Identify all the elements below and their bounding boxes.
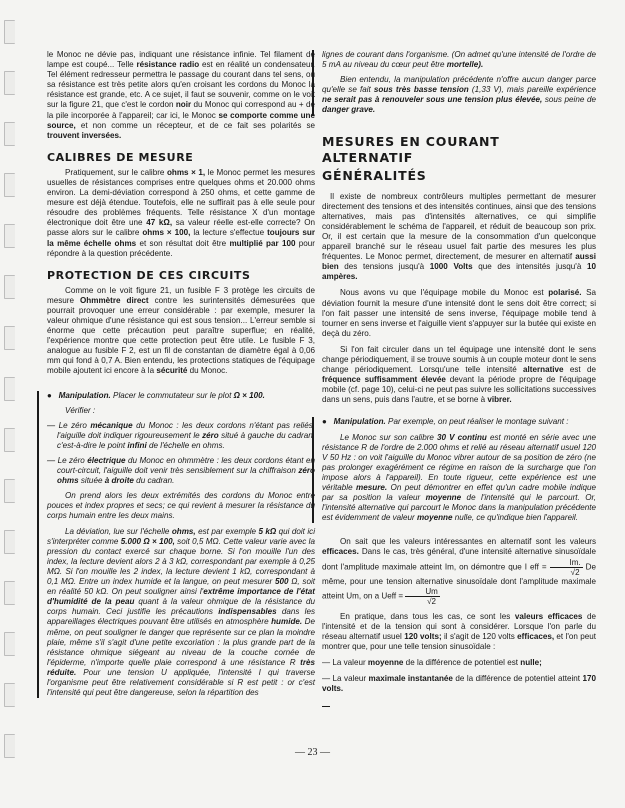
- manipulation-line: ● Manipulation. Placer le commutateur sur le plot Ω × 100.: [47, 390, 265, 400]
- manipulation-line: ● Manipulation. Par exemple, on peut réaliser le montage suivant :: [322, 417, 569, 427]
- paragraph-protection: Comme on le voit figure 21, un fusible F 3 protège les circuits de mesure Ohmmètre direct contre les surintensités démesurées que pourrait provoquer une erreur considérable : par exemple, mesurer la valeur ohmique d'une résistance qui est sous tension... L'erreur semble si énorme que cette précaution peut paraître superflue; en réalité, l'expérience montre que cette protection peut être utile. Le fusible F 3, analogue au fusible F 2, est un fil de constantan de diamètre égal à 0,06 mm qui fond à 0,7 A. Bien entendu, les protections statiques de l'équipage mobile ajoutent ici encore à la sécurité du Monoc.: [47, 285, 315, 376]
- paragraph-deviation: La déviation, lue sur l'échelle ohms, est par exemple 5 kΩ qui doit ici s'interpréter comme 5.000 Ω × 100, soit 0,5 MΩ. Cette valeur varie avec la pression du contact exercé sur chaque borne. Si l'on mouille l'un des index, la lecture devient alors 2 à 3 kΩ, correspondant par exemple à 0,25 MΩ. Si l'on mouille les 2 index, la lecture devient 1 kΩ, correspondant à 0,1 MΩ. Entre un index humide et la langue, on peut mesurer 500 Ω, soit en réalité 50 kΩ. On peut souligner ainsi l'extrême importance de l'état d'humidité de la peau quant à la valeur ohmique de la résistance du corps humain. Ceci justifie les précautions indispensables dans les appareillages électriques pouvant être utilisés en atmosphère humide. De même, on peut souligner le danger que représente sur ce plan la moindre plaie, même s'il s'agit d'une petite excoriation : la plus grande part de la résistance ohmique siégeant au niveau de la couche cornée de l'épiderme, n'importe quelle plaie correspond à une résistance R très réduite. Pour une tension U appliquée, l'intensité I qui traverse l'organisme peut être relativement considérable si R est petit : or c'est l'intensité qui peut être dangereuse, selon la répartition des: [47, 526, 315, 698]
- paragraph-pratique: En pratique, dans tous les cas, ce sont les valeurs efficaces de l'intensité et de la tension qui sont à considérer. Lorsque l'on parle du réseau alternatif usuel 120 volts; il s'agit de 120 volts efficaces, et l'on peut montrer que, pour une telle tension sinusoïdale :: [322, 611, 596, 651]
- binder-holes: [4, 20, 18, 785]
- binder-hole: [4, 224, 15, 248]
- binder-hole: [4, 683, 15, 707]
- binder-hole: [4, 479, 15, 503]
- paragraph-generalites: Il existe de nombreux contrôleurs multiples permettant de mesurer directement des tensions et des intensités continues, ainsi que des tensions alternatives, mais pas d'intensités alternatives, ce qui simplifie considérablement le schéma de l'appareil, et réduit de beaucoup son prix. Or, il est certain que la mesure de la consommation d'un quelconque appareil branché sur le réseau usuel fait partie des mesures les plus fréquentes. Le Monoc permet, directement, de mesurer en alternatif aussi bien des tensions jusqu'à 1000 Volts que des intensités jusqu'à 10 ampères.: [322, 191, 596, 282]
- item-maximale: — La valeur maximale instantanée de la différence de potentiel atteint 170 volts.: [322, 674, 597, 694]
- heading-mesures-line1: MESURES EN COURANT: [322, 133, 500, 149]
- manipulation-box-ohms: [37, 391, 315, 699]
- paragraph-mortelle: lignes de courant dans l'organisme. (On admet qu'une intensité de l'ordre de 5 mA au niveau du cœur peut être mortelle).: [322, 50, 596, 70]
- verifier-label: Vérifier :: [65, 405, 96, 415]
- paragraph-danger: Bien entendu, la manipulation précédente n'offre aucun danger parce qu'elle se fait sous très basse tension (1,33 V), mais pareille expérience ne serait pas à renouveler sous une tension plus élevée, sous peine de danger grave.: [322, 75, 596, 115]
- manipulation-box-alternatif: [312, 417, 596, 523]
- item-moyenne: — La valeur moyenne de la différence de potentiel est nulle;: [322, 658, 542, 668]
- binder-hole: [4, 428, 15, 452]
- heading-mesures-line2: ALTERNATIF: [322, 149, 414, 165]
- binder-hole: [4, 326, 15, 350]
- bullet-icon: ●: [322, 417, 327, 427]
- heading-protection: PROTECTION DE CES CIRCUITS: [47, 268, 251, 282]
- binder-hole: [4, 173, 15, 197]
- paragraph-calibres: Pratiquement, sur le calibre ohms × 1, le Monoc permet les mesures usuelles de résistances comprises entre quelques ohms et 20.000 ohms environ. La demi-déviation correspond à 250 ohms, et cette gamme de mesure est déjà étendue. Toutefois, elle ne suffirait pas à elle seule pour résoudre des problèmes fréquents. Telle résistance X d'un montage électronique doit être une 47 kΩ, sa valeur réelle est-elle correcte? On passe alors sur le calibre ohms × 100, la lecture s'effectue toujours sur la même échelle ohms et son résultat doit être multiplié par 100 pour répondre à la question précédente.: [47, 167, 315, 258]
- formula-ueff: $\frac{Um}{√2}$: [405, 587, 439, 606]
- paragraph-intro: le Monoc ne dévie pas, indiquant une résistance infinie. Tel filament de lampe est coupé... Telle résistance radio est en réalité un condensateur. Tel élément redresseur permettra le passage du courant dans tel sens, où sa résistance est très petite alors qu'en croisant les cordons du Monoc la résistance est grande, etc. A ce sujet, il faut se souvenir, comme on le voit sur la figure 21, que c'est le cordon noir du Monoc qui correspond au + de la pile incorporée à l'appareil; car ici, le Monoc se comporte comme une source, et non comme un récepteur, et de ce fait ses polarités se trouvent inversées.: [47, 50, 315, 140]
- paragraph-prend: On prend alors les deux extrémités des cordons du Monoc entre pouces et index propres et secs; ce qui revient à mesurer la résistance du corps humain entre les deux mains.: [47, 491, 315, 521]
- check-electrique: — Le zéro électrique du Monoc en ohmmètre : les deux cordons étant en court-circuit, l'aiguille doit venir très sensiblement sur la chiffraison zéro ohms située à droite du cadran.: [47, 456, 315, 486]
- binder-hole: [4, 377, 15, 401]
- end-rule: [322, 700, 596, 710]
- page-number: — 23 —: [295, 747, 330, 758]
- check-mecanique: — Le zéro mécanique du Monoc : les deux cordons n'étant pas reliés, l'aiguille doit indiquer rigoureusement le zéro situé à gauche du cadran, c'est-à-dire le point infini de l'échelle en ohms.: [47, 420, 315, 450]
- binder-hole: [4, 20, 15, 44]
- paragraph-polarise: Nous avons vu que l'équipage mobile du Monoc est polarisé. Sa déviation fournit la mesure d'une intensité dont le sens doit être correct; si l'on fait passer une intensité de sens inverse, l'équipage mobile tend à tourner en sens inverse et l'aiguille vient s'appuyer sur la butée qui existe en deçà du zéro.: [322, 288, 596, 338]
- manipulation-box-continued: [312, 50, 596, 116]
- paragraph-efficaces: On sait que les valeurs intéressantes en alternatif sont les valeurs efficaces. Dans le cas, très général, d'une intensité alternative sinusoïdale dont l'amplitude maximale atteint Im, on démontre que I eff = $\frac{Im.}{√2}$ De même, pour une tension alternative sinusoïdale dont l'amplitude maximale atteint Um, on a Ueff = $\frac{Um}{√2}$: [322, 537, 596, 606]
- paragraph-montage: Le Monoc sur son calibre 30 V continu est monté en série avec une résistance R de l'ordre de 2.000 ohms et relié au réseau alternatif usuel 120 V 50 Hz : on voit l'aiguille du Monoc vibrer autour de sa position de zéro (ne pas prolonger exagérément ce régime en raison de la surcharge que l'on impose alors à l'appareil). En toute rigueur, cette expérience est une véritable mesure. On peut démontrer en effet qu'un cadre mobile indique par sa position la valeur moyenne de l'intensité qui le parcourt. Or, l'intensité alternative qui parcourt le Monoc dans la manipulation précédente est évidemment de valeur moyenne nulle, ce qu'indique bien l'appareil.: [322, 432, 597, 523]
- heading-calibres: CALIBRES DE MESURE: [47, 150, 194, 164]
- paragraph-vibrer: Si l'on fait circuler dans un tel équipage une intensité dont le sens change périodiquement, il se trouve soumis à un couple moteur dont le sens change périodiquement. Lorsqu'une telle intensité alternative est de fréquence suffisamment élevée devant la période propre de l'équipage mobile (cf. page 10), celui-ci ne peut pas suivre les sollicitations successives dans un sens, puis dans l'autre, et se borne à vibrer.: [322, 344, 596, 405]
- left-column: [47, 50, 315, 703]
- heading-generalites: GÉNÉRALITÉS: [322, 167, 427, 183]
- binder-hole: [4, 122, 15, 146]
- section-title-block: [322, 134, 596, 184]
- binder-hole: [4, 71, 15, 95]
- formula-ieff: $\frac{Im.}{√2}$: [550, 558, 583, 577]
- binder-hole: [4, 530, 15, 554]
- binder-hole: [4, 632, 15, 656]
- right-column: [322, 50, 596, 710]
- binder-hole: [4, 275, 15, 299]
- bullet-icon: ●: [47, 390, 52, 400]
- binder-hole: [4, 581, 15, 605]
